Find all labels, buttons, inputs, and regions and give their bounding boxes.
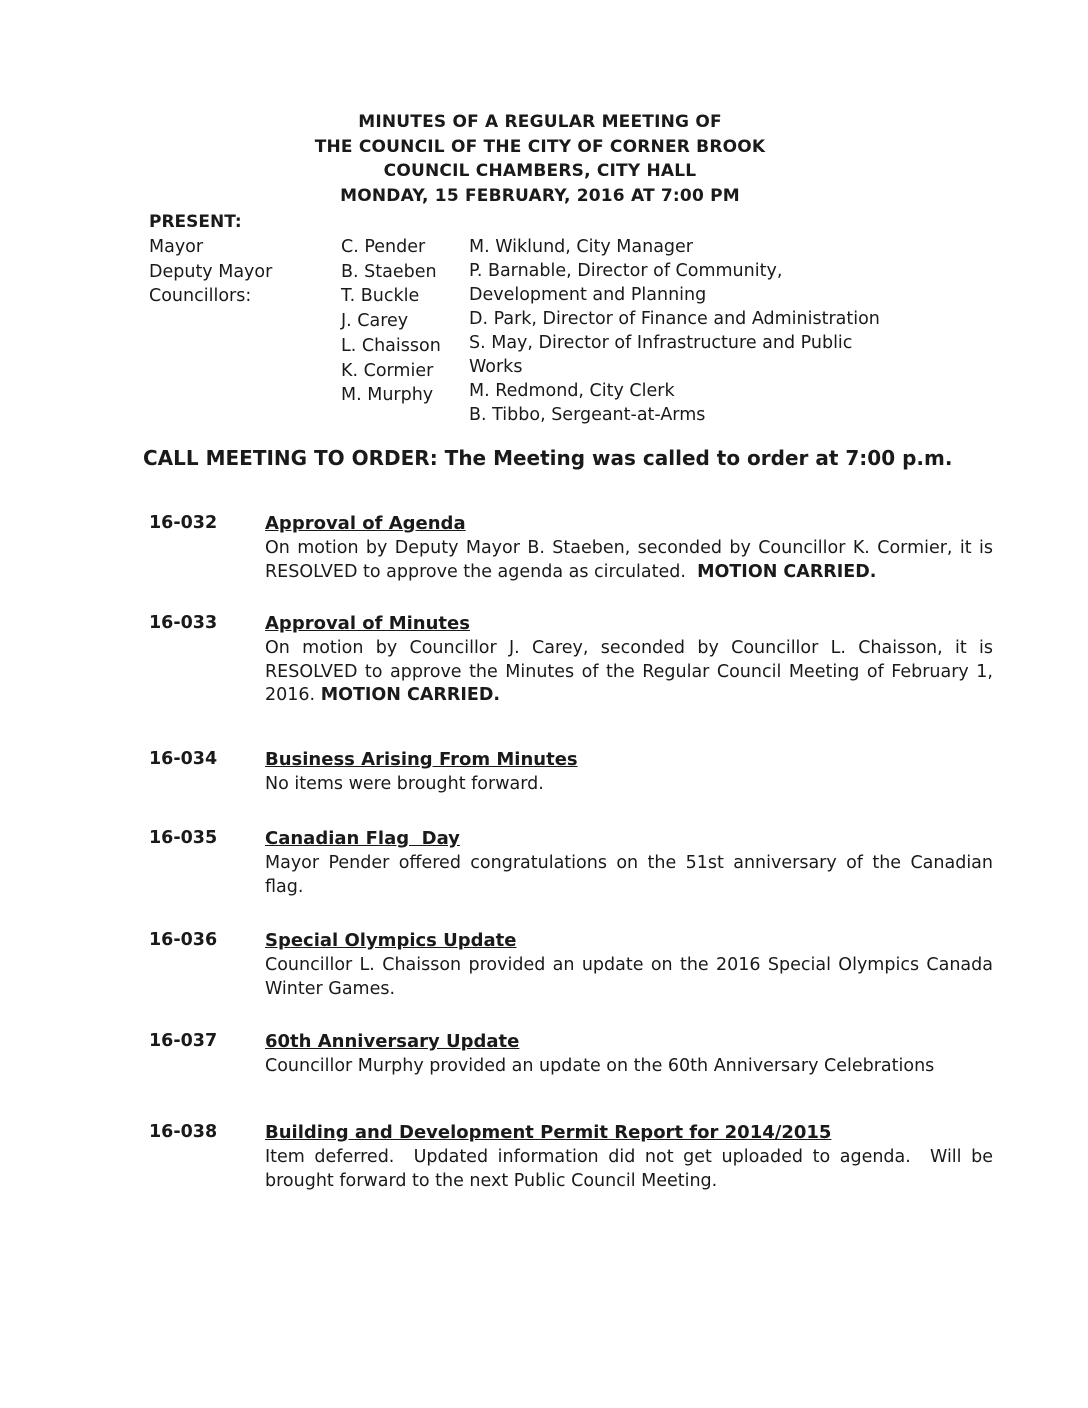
name-item: B. Staeben [341,261,437,282]
item-number: 16-033 [149,613,218,633]
name-item: T. Buckle [341,286,420,307]
header-line-3: COUNCIL CHAMBERS, CITY HALL [383,161,697,181]
staff-item: P. Barnable, Director of Community, [469,261,783,281]
item-body [265,637,993,708]
present-staff [469,235,880,427]
item-body [265,954,993,1001]
item-number: 16-035 [149,828,218,848]
item-body [265,1055,993,1079]
item-number: 16-034 [149,749,218,769]
present-roles [149,235,272,309]
present-label: PRESENT: [149,212,242,232]
item-text: On motion by Councillor J. Carey, seconded by Councillor L. Chaisson, it is RESOLVED to approve the Minutes of the Regular Council Meeting of February 1, 2016. [265,638,993,705]
item-number: 16-032 [149,513,218,533]
item-title: 60th Anniversary Update [265,1031,520,1052]
item-number: 16-038 [149,1122,218,1142]
motion-carried: MOTION CARRIED. [320,685,501,705]
role-deputy-mayor: Deputy Mayor [149,261,273,282]
item-text: No items were brought forward. [265,774,544,794]
header-line-4: MONDAY, 15 FEBRUARY, 2016 AT 7:00 PM [340,185,740,206]
item-title: Building and Development Permit Report for 2014/2015 [265,1122,832,1143]
header-line-2: THE COUNCIL OF THE CITY OF CORNER BROOK [314,136,766,157]
item-title: Special Olympics Update [265,930,517,951]
item-title: Approval of Minutes [265,613,470,634]
item-text: On motion by Deputy Mayor B. Staeben, seconded by Councillor K. Cormier, it is RESOLVED to approve the agenda as circulated. [265,538,993,582]
item-text: Councillor L. Chaisson provided an update on the 2016 Special Olympics Canada Winter Games. [265,955,993,999]
call-to-order: CALL MEETING TO ORDER: The Meeting was called to order at 7:00 p.m. [143,446,953,470]
name-item: M. Murphy [341,385,434,406]
item-body [265,773,993,797]
item-title: Canadian Flag Day [265,828,460,849]
item-body [265,852,993,899]
staff-item: Works [469,357,523,377]
staff-item: Development and Planning [469,285,707,305]
name-item: K. Cormier [341,360,434,381]
item-title: Business Arising From Minutes [265,749,578,770]
staff-item: S. May, Director of Infrastructure and Public [469,333,853,353]
document-header [0,110,960,208]
item-body [265,1146,999,1193]
item-title: Approval of Agenda [265,513,466,534]
staff-item: B. Tibbo, Sergeant-at-Arms [469,405,706,425]
role-councillors: Councillors: [149,286,252,307]
staff-item: D. Park, Director of Finance and Administration [469,309,880,329]
staff-item: M. Redmond, City Clerk [469,381,675,401]
item-number: 16-036 [149,930,218,950]
item-number: 16-037 [149,1031,218,1051]
role-mayor: Mayor [149,237,204,257]
staff-item: M. Wiklund, City Manager [469,237,693,257]
item-text: Mayor Pender offered congratulations on the 51st anniversary of the Canadian flag. [265,853,993,897]
name-item: L. Chaisson [341,335,441,356]
item-text: Item deferred. Updated information did not get uploaded to agenda. Will be brought forward to the next Public Council Meeting. [265,1147,999,1191]
item-body [265,537,993,584]
name-item: C. Pender [341,237,426,257]
motion-carried: MOTION CARRIED. [697,561,877,582]
header-line-1: MINUTES OF A REGULAR MEETING OF [358,112,722,132]
name-item: J. Carey [341,311,409,332]
present-names [341,235,441,408]
item-text: Councillor Murphy provided an update on the 60th Anniversary Celebrations [265,1056,935,1076]
